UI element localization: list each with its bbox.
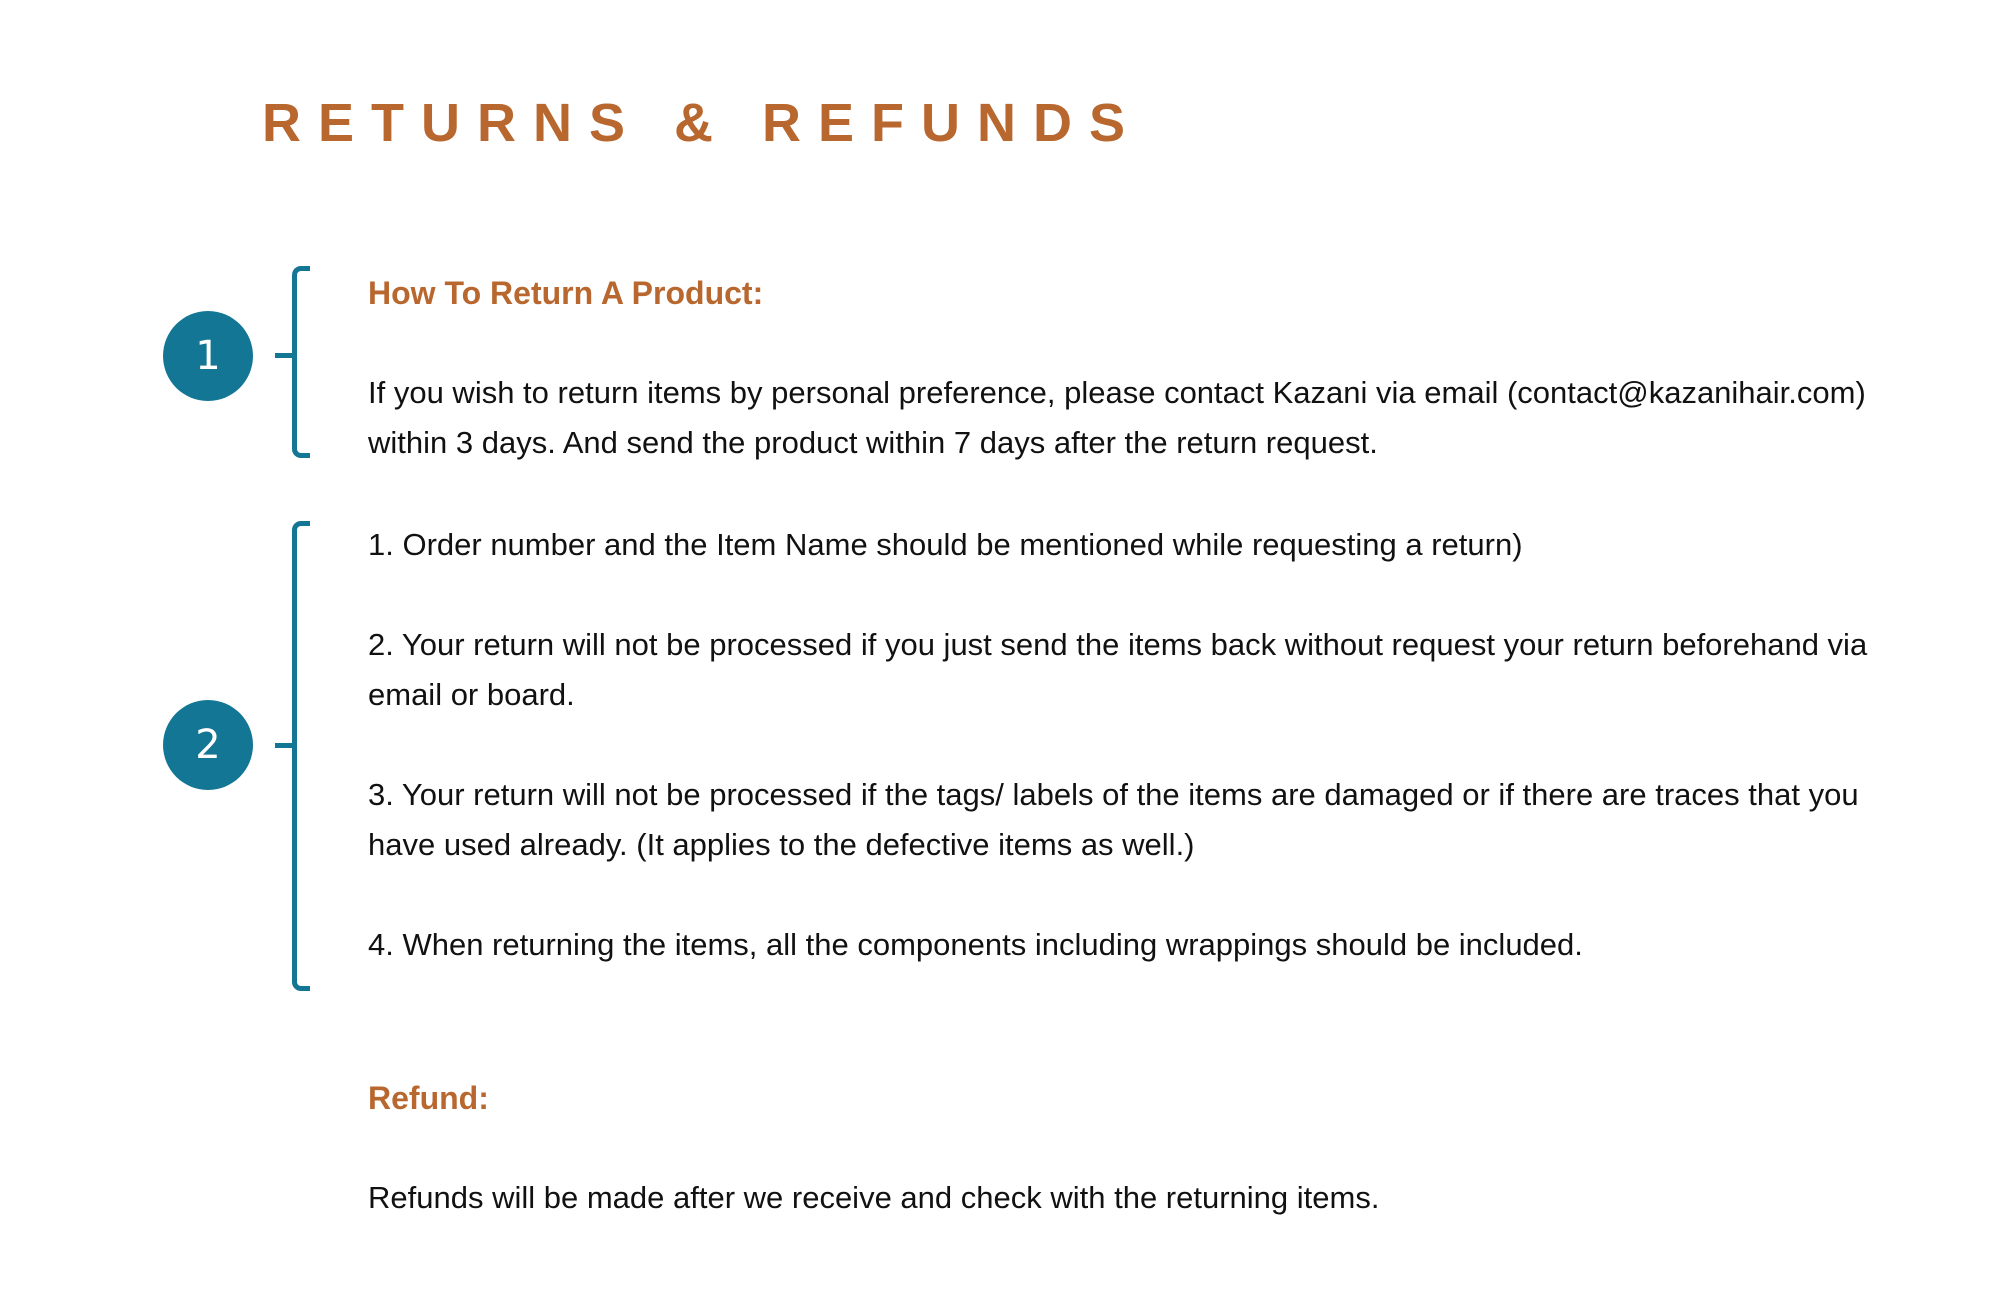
step-2-badge: 2: [163, 700, 253, 790]
step-1-badge: 1: [163, 311, 253, 401]
list-item: 3. Your return will not be processed if the tags/ labels of the items are damaged or if there are traces that you have used already. (It applies to the defective items as well.): [368, 777, 1859, 862]
how-to-return-heading: How To Return A Product:: [368, 275, 764, 311]
list-item: 4. When returning the items, all the components including wrappings should be included.: [368, 927, 1583, 962]
refund-heading: Refund:: [368, 1080, 489, 1116]
return-conditions-list: [368, 520, 1868, 970]
step-1-bracket: [292, 266, 310, 458]
list-item: 1. Order number and the Item Name should be mentioned while requesting a return): [368, 527, 1523, 562]
how-to-return-paragraph: If you wish to return items by personal preference, please contact Kazani via email (contact@kazanihair.com) within 3 days. And send the product within 7 days after the return request.: [368, 375, 1866, 460]
list-item: 2. Your return will not be processed if you just send the items back without request your return beforehand via email or board.: [368, 627, 1868, 712]
step-2-bracket: [292, 521, 310, 991]
how-to-return-text: [368, 368, 1868, 468]
page-title: RETURNS & REFUNDS: [262, 93, 1143, 153]
refund-text: Refunds will be made after we receive and check with the returning items.: [368, 1180, 1380, 1215]
